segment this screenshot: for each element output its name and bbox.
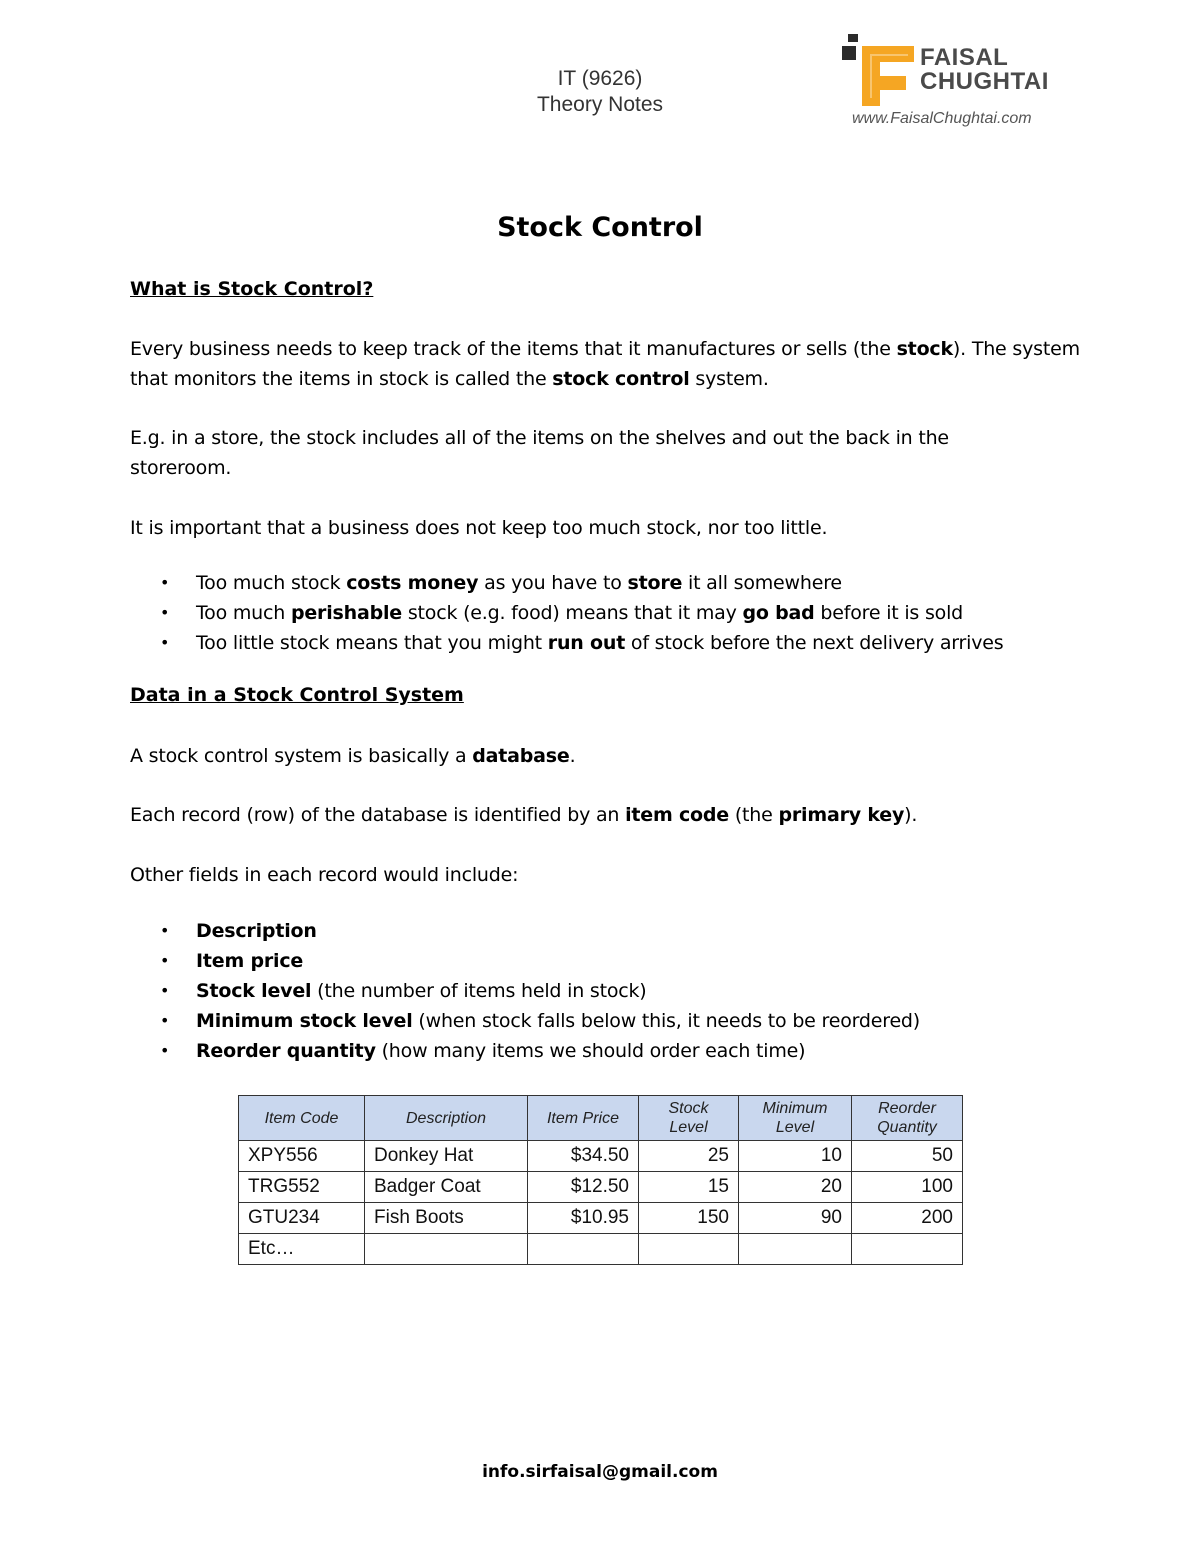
text-run: Every business needs to keep track of the items that it manufactures or sells (the (130, 338, 897, 360)
paragraph-example: E.g. in a store, the stock includes all of the items on the shelves and out the back in the storeroom. (130, 427, 949, 479)
list-item: • Item price (130, 946, 920, 976)
bullet-list-stock-issues (130, 568, 1003, 658)
cell-minimum-level: 20 (739, 1172, 852, 1203)
table-header-row (239, 1096, 963, 1141)
paragraph-intro (130, 334, 1090, 394)
column-header-reorder-quantity: Reorder Quantity (852, 1096, 963, 1141)
table-row (239, 1141, 963, 1172)
list-item: • Description (130, 916, 920, 946)
logo-line-1: FAISAL (920, 44, 1009, 71)
list-item: • Minimum stock level (when stock falls below this, it needs to be reordered) (130, 1006, 920, 1036)
cell-minimum-level (739, 1234, 852, 1265)
cell-reorder-quantity: 50 (852, 1141, 963, 1172)
cell-item-price: $10.95 (528, 1203, 639, 1234)
paragraph-item-code: Each record (row) of the database is identified by an item code (the primary key). (130, 804, 918, 826)
logo-line-2: CHUGHTAI (920, 68, 1049, 95)
paragraph-database: A stock control system is basically a database. (130, 745, 576, 767)
cell-stock-level: 150 (639, 1203, 739, 1234)
cell-description: Donkey Hat (365, 1141, 528, 1172)
logo-url: www.FaisalChughtai.com (852, 110, 1032, 127)
subject-code: IT (9626) (557, 67, 643, 90)
cell-item-code: TRG552 (239, 1172, 365, 1203)
table-row (239, 1172, 963, 1203)
cell-reorder-quantity (852, 1234, 963, 1265)
column-header-item-code: Item Code (239, 1096, 365, 1141)
document-title: Stock Control (497, 212, 703, 243)
bold-term: stock (896, 338, 953, 360)
cell-item-price (528, 1234, 639, 1265)
cell-item-code: XPY556 (239, 1141, 365, 1172)
column-header-stock-level: Stock Level (639, 1096, 739, 1141)
cell-description: Badger Coat (365, 1172, 528, 1203)
section-heading-what-is: What is Stock Control? (130, 278, 374, 300)
list-item: • Too much perishable stock (e.g. food) means that it may go bad before it is sold (130, 598, 1003, 628)
bullet-list-fields (130, 916, 920, 1066)
list-item: • Reorder quantity (how many items we should order each time) (130, 1036, 920, 1066)
paragraph-importance: It is important that a business does not keep too much stock, nor too little. (130, 517, 828, 539)
cell-item-price: $12.50 (528, 1172, 639, 1203)
cell-item-price: $34.50 (528, 1141, 639, 1172)
text-run: ). The system that monitors the items in stock is called the (130, 338, 1080, 390)
cell-stock-level: 25 (639, 1141, 739, 1172)
cell-reorder-quantity: 100 (852, 1172, 963, 1203)
paragraph-other-fields: Other fields in each record would include: (130, 864, 519, 886)
cell-description (365, 1234, 528, 1265)
logo-wordmark (920, 46, 1049, 94)
section-heading-data: Data in a Stock Control System (130, 684, 464, 706)
cell-item-code: GTU234 (239, 1203, 365, 1234)
cell-description: Fish Boots (365, 1203, 528, 1234)
cell-stock-level (639, 1234, 739, 1265)
cell-stock-level: 15 (639, 1172, 739, 1203)
cell-minimum-level: 90 (739, 1203, 852, 1234)
table-row (239, 1234, 963, 1265)
cell-item-code: Etc… (239, 1234, 365, 1265)
column-header-description: Description (365, 1096, 528, 1141)
list-item: • Stock level (the number of items held in stock) (130, 976, 920, 1006)
list-item: • Too much stock costs money as you have to store it all somewhere (130, 568, 1003, 598)
list-item: • Too little stock means that you might run out of stock before the next delivery arrives (130, 628, 1003, 658)
header-subtitle: Theory Notes (536, 93, 664, 116)
footer-email: info.sirfaisal@gmail.com (482, 1462, 718, 1482)
cell-reorder-quantity: 200 (852, 1203, 963, 1234)
table-row (239, 1203, 963, 1234)
column-header-minimum-level: Minimum Level (739, 1096, 852, 1141)
stock-table (238, 1095, 963, 1265)
bold-term: stock control (552, 368, 690, 390)
column-header-item-price: Item Price (528, 1096, 639, 1141)
text-run: system. (689, 368, 769, 390)
cell-minimum-level: 10 (739, 1141, 852, 1172)
